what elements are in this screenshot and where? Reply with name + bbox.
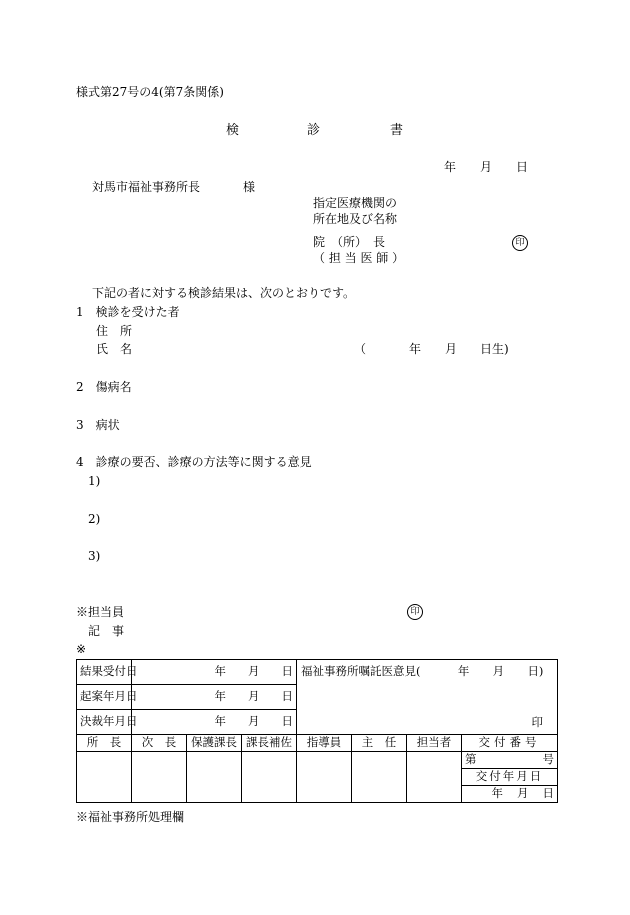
opinion-item-3: 3)	[88, 549, 101, 563]
stamp-cell-deputy	[132, 752, 187, 803]
birth-day: 日生)	[480, 342, 509, 356]
header-protection-head: 保護課長	[187, 735, 242, 752]
table-row	[77, 660, 558, 685]
staff-seal-mark: 印	[407, 604, 423, 620]
approval-date-label: 決裁年月日	[77, 710, 132, 735]
draft-date-label: 起案年月日	[77, 685, 132, 710]
doctor-opinion-cell: 福祉事務所嘱託医意見( 年 月 日) 印	[297, 660, 558, 735]
birth-open: （	[354, 342, 367, 356]
staff-note: 記 事	[88, 624, 125, 638]
date-year: 年	[444, 160, 457, 174]
header-deputy: 次 長	[132, 735, 187, 752]
approval-header-row	[77, 735, 558, 752]
facility-line2: 所在地及び名称	[313, 212, 398, 226]
approval-date: 年 月 日	[132, 710, 297, 735]
draft-date: 年 月 日	[132, 685, 297, 710]
header-staff: 担当者	[407, 735, 462, 752]
stamp-cell-instructor	[297, 752, 352, 803]
director-line2: （ 担 当 医 師 ）	[313, 251, 405, 265]
title-char-2: 診	[307, 123, 321, 138]
stamp-cell-staff	[407, 752, 462, 803]
section1-title: 1 検診を受けた者	[76, 305, 180, 319]
stamp-cell-chief	[77, 752, 132, 803]
addressee-honorific: 様	[243, 180, 256, 194]
header-instructor: 指導員	[297, 735, 352, 752]
stamp-row	[77, 752, 558, 769]
date-day: 日	[516, 160, 529, 174]
processing-table	[76, 659, 558, 803]
stamp-cell-assistant-head	[242, 752, 297, 803]
birth-year: 年	[409, 342, 422, 356]
result-received-label: 結果受付日	[77, 660, 132, 685]
addressee-name: 対馬市福祉事務所長	[92, 180, 201, 194]
header-assistant-head: 課長補佐	[242, 735, 297, 752]
stamp-cell-protection-head	[187, 752, 242, 803]
title-char-3: 書	[390, 123, 404, 138]
stamp-cell-supervisor	[352, 752, 407, 803]
title-char-1: 検	[226, 123, 240, 138]
section3-title: 3 病状	[76, 418, 120, 432]
form-number: 様式第27号の4(第7条関係)	[76, 85, 224, 99]
staff-label: ※担当員	[76, 605, 125, 619]
name-label: 氏 名	[96, 342, 133, 356]
director-line1: 院 （所） 長	[313, 235, 386, 249]
header-supervisor: 主 任	[352, 735, 407, 752]
facility-line1: 指定医療機関の	[313, 196, 398, 210]
intro-text: 下記の者に対する検診結果は、次のとおりです。	[92, 286, 356, 300]
section2-title: 2 傷病名	[76, 380, 132, 394]
opinion-item-2: 2)	[88, 512, 101, 526]
doctor-opinion-seal: 印	[531, 714, 543, 729]
header-issue-number: 交付番号	[462, 735, 558, 752]
address-label: 住 所	[96, 324, 133, 338]
asterisk-mark: ※	[76, 642, 87, 656]
issue-date-cell: 年 月 日	[462, 786, 558, 803]
issue-date-label: 交付年月日	[462, 769, 558, 786]
section4-title: 4 診療の要否、診療の方法等に関する意見	[76, 455, 312, 469]
date-month: 月	[480, 160, 493, 174]
birth-month: 月	[445, 342, 458, 356]
seal-mark: 印	[512, 235, 528, 251]
header-chief: 所 長	[77, 735, 132, 752]
result-received-date: 年 月 日	[132, 660, 297, 685]
opinion-item-1: 1)	[88, 474, 101, 488]
doctor-opinion-label: 福祉事務所嘱託医意見(	[301, 664, 421, 678]
issue-number-cell: 第 号	[462, 752, 558, 769]
footer-note: ※福祉事務所処理欄	[76, 810, 185, 824]
